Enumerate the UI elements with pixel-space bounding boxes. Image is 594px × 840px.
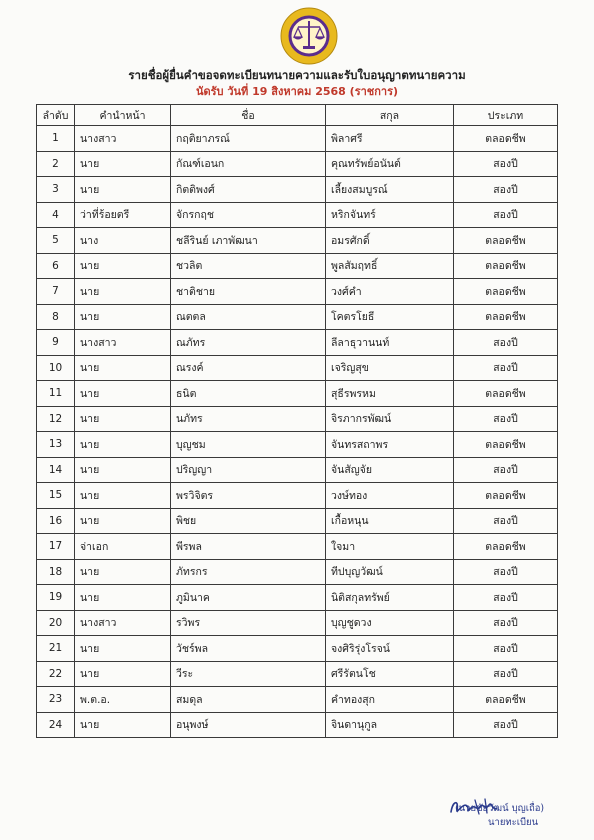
last-name-cell: ศรีรัตนโช	[326, 661, 454, 687]
table-row	[37, 355, 558, 381]
first-name-cell: พิชย	[171, 508, 326, 534]
first-name-cell: ณรงค์	[171, 355, 326, 381]
license-type-cell: สองปี	[454, 610, 558, 636]
last-name-cell: สุธีรพรหม	[326, 381, 454, 407]
last-name-cell: โคตรโยธี	[326, 304, 454, 330]
table-header-row	[37, 105, 558, 126]
row-number-cell: 20	[37, 610, 75, 636]
lawyers-council-logo-icon	[279, 6, 339, 66]
title-prefix-cell: นาย	[75, 381, 171, 407]
title-prefix-cell: พ.ต.อ.	[75, 687, 171, 713]
first-name-cell: ณภัทร	[171, 330, 326, 356]
last-name-cell: พูลสัมฤทธิ์	[326, 253, 454, 279]
first-name-cell: ชวลิต	[171, 253, 326, 279]
title-prefix-cell: นาย	[75, 406, 171, 432]
first-name-cell: ภูมินาค	[171, 585, 326, 611]
column-header-prefix: คำนำหน้า	[75, 105, 171, 126]
license-type-cell: ตลอดชีพ	[454, 483, 558, 509]
table-row	[37, 712, 558, 738]
license-type-cell: ตลอดชีพ	[454, 228, 558, 254]
signatory-position: นายทะเบียน	[488, 817, 539, 828]
table-row	[37, 177, 558, 203]
table-row	[37, 559, 558, 585]
first-name-cell: พรวิจิตร	[171, 483, 326, 509]
row-number-cell: 1	[37, 126, 75, 152]
table-row	[37, 457, 558, 483]
row-number-cell: 22	[37, 661, 75, 687]
license-type-cell: สองปี	[454, 177, 558, 203]
table-row	[37, 406, 558, 432]
last-name-cell: คุณทรัพย์อนันต์	[326, 151, 454, 177]
table-row	[37, 534, 558, 560]
license-type-cell: สองปี	[454, 457, 558, 483]
title-prefix-cell: นาย	[75, 253, 171, 279]
table-row	[37, 636, 558, 662]
first-name-cell: พีรพล	[171, 534, 326, 560]
row-number-cell: 19	[37, 585, 75, 611]
last-name-cell: เกื้อหนุน	[326, 508, 454, 534]
title-prefix-cell: นาย	[75, 636, 171, 662]
last-name-cell: จินดานุกูล	[326, 712, 454, 738]
license-type-cell: ตลอดชีพ	[454, 534, 558, 560]
first-name-cell: จักรกฤช	[171, 202, 326, 228]
license-type-cell: สองปี	[454, 661, 558, 687]
table-row	[37, 687, 558, 713]
title-prefix-cell: นางสาว	[75, 126, 171, 152]
row-number-cell: 3	[37, 177, 75, 203]
first-name-cell: ภัทรกร	[171, 559, 326, 585]
last-name-cell: หริกจันทร์	[326, 202, 454, 228]
table-row	[37, 508, 558, 534]
row-number-cell: 4	[37, 202, 75, 228]
table-row	[37, 330, 558, 356]
row-number-cell: 24	[37, 712, 75, 738]
column-header-last-name: สกุล	[326, 105, 454, 126]
license-type-cell: ตลอดชีพ	[454, 381, 558, 407]
license-type-cell: ตลอดชีพ	[454, 126, 558, 152]
row-number-cell: 13	[37, 432, 75, 458]
license-type-cell: สองปี	[454, 585, 558, 611]
last-name-cell: นิติสกุลทรัพย์	[326, 585, 454, 611]
title-prefix-cell: นาย	[75, 432, 171, 458]
table-row	[37, 661, 558, 687]
last-name-cell: คำทองสุก	[326, 687, 454, 713]
last-name-cell: ลีลาธุวานนท์	[326, 330, 454, 356]
title-prefix-cell: นาย	[75, 355, 171, 381]
license-type-cell: สองปี	[454, 559, 558, 585]
title-prefix-cell: นาย	[75, 304, 171, 330]
license-type-cell: สองปี	[454, 508, 558, 534]
last-name-cell: วงษ์ทอง	[326, 483, 454, 509]
first-name-cell: กัณฑ์เอนก	[171, 151, 326, 177]
column-header-type: ประเภท	[454, 105, 558, 126]
appointment-date: นัดรับ วันที่ 19 สิงหาคม 2568 (ราชการ)	[195, 85, 399, 98]
first-name-cell: ชาติชาย	[171, 279, 326, 305]
row-number-cell: 16	[37, 508, 75, 534]
title-prefix-cell: นางสาว	[75, 610, 171, 636]
row-number-cell: 11	[37, 381, 75, 407]
table-row	[37, 202, 558, 228]
title-prefix-cell: นาย	[75, 508, 171, 534]
row-number-cell: 12	[37, 406, 75, 432]
last-name-cell: พิลาศรี	[326, 126, 454, 152]
title-prefix-cell: จ่าเอก	[75, 534, 171, 560]
title-prefix-cell: นางสาว	[75, 330, 171, 356]
license-type-cell: ตลอดชีพ	[454, 432, 558, 458]
first-name-cell: กิตติพงศ์	[171, 177, 326, 203]
license-type-cell: สองปี	[454, 406, 558, 432]
last-name-cell: วงศ์คำ	[326, 279, 454, 305]
license-type-cell: สองปี	[454, 202, 558, 228]
first-name-cell: ชลีรินย์ เภาพัฒนา	[171, 228, 326, 254]
signatory-name: (นายขัยวัฒน์ บุญเถื่อ)	[455, 803, 545, 814]
first-name-cell: ปริญญา	[171, 457, 326, 483]
title-prefix-cell: นาย	[75, 457, 171, 483]
table-row	[37, 151, 558, 177]
row-number-cell: 10	[37, 355, 75, 381]
last-name-cell: ใจมา	[326, 534, 454, 560]
first-name-cell: วีระ	[171, 661, 326, 687]
last-name-cell: บุญชูดวง	[326, 610, 454, 636]
table-row	[37, 228, 558, 254]
table-row	[37, 585, 558, 611]
first-name-cell: อนุพงษ์	[171, 712, 326, 738]
table-row	[37, 610, 558, 636]
row-number-cell: 7	[37, 279, 75, 305]
document-title: รายชื่อผู้ยื่นคำขอจดทะเบียนทนายความและรับใบอนุญาตทนายความ	[128, 68, 466, 82]
title-prefix-cell: นาย	[75, 279, 171, 305]
title-prefix-cell: นาย	[75, 712, 171, 738]
license-type-cell: สองปี	[454, 636, 558, 662]
license-type-cell: ตลอดชีพ	[454, 279, 558, 305]
first-name-cell: ณตตล	[171, 304, 326, 330]
document-header	[0, 68, 594, 100]
last-name-cell: จันสัญจัย	[326, 457, 454, 483]
first-name-cell: รวิพร	[171, 610, 326, 636]
last-name-cell: จิรภากรพัฒน์	[326, 406, 454, 432]
table-row	[37, 126, 558, 152]
column-header-first-name: ชื่อ	[171, 105, 326, 126]
license-type-cell: สองปี	[454, 151, 558, 177]
last-name-cell: อมรศักดิ์	[326, 228, 454, 254]
title-prefix-cell: นาย	[75, 585, 171, 611]
column-header-no: ลำดับ	[37, 105, 75, 126]
row-number-cell: 15	[37, 483, 75, 509]
first-name-cell: สมดุล	[171, 687, 326, 713]
row-number-cell: 17	[37, 534, 75, 560]
first-name-cell: ธนิต	[171, 381, 326, 407]
table-body	[37, 126, 558, 738]
row-number-cell: 2	[37, 151, 75, 177]
table-row	[37, 304, 558, 330]
first-name-cell: บุญชม	[171, 432, 326, 458]
title-prefix-cell: นาย	[75, 177, 171, 203]
row-number-cell: 9	[37, 330, 75, 356]
title-prefix-cell: นาง	[75, 228, 171, 254]
title-prefix-cell: นาย	[75, 483, 171, 509]
row-number-cell: 18	[37, 559, 75, 585]
last-name-cell: จงศิริรุ่งโรจน์	[326, 636, 454, 662]
title-prefix-cell: นาย	[75, 661, 171, 687]
table-row	[37, 432, 558, 458]
license-type-cell: สองปี	[454, 355, 558, 381]
license-type-cell: สองปี	[454, 330, 558, 356]
row-number-cell: 14	[37, 457, 75, 483]
row-number-cell: 23	[37, 687, 75, 713]
first-name-cell: วัชร์พล	[171, 636, 326, 662]
last-name-cell: จันทรสถาพร	[326, 432, 454, 458]
title-prefix-cell: นาย	[75, 559, 171, 585]
table-row	[37, 381, 558, 407]
title-prefix-cell: นาย	[75, 151, 171, 177]
last-name-cell: ทีปบุญวัฒน์	[326, 559, 454, 585]
license-type-cell: สองปี	[454, 712, 558, 738]
row-number-cell: 6	[37, 253, 75, 279]
license-type-cell: ตลอดชีพ	[454, 304, 558, 330]
license-type-cell: ตลอดชีพ	[454, 253, 558, 279]
row-number-cell: 5	[37, 228, 75, 254]
table-row	[37, 279, 558, 305]
license-type-cell: ตลอดชีพ	[454, 687, 558, 713]
row-number-cell: 21	[37, 636, 75, 662]
registrant-table	[36, 104, 558, 738]
row-number-cell: 8	[37, 304, 75, 330]
title-prefix-cell: ว่าที่ร้อยตรี	[75, 202, 171, 228]
last-name-cell: เลี้ยงสมบูรณ์	[326, 177, 454, 203]
last-name-cell: เจริญสุข	[326, 355, 454, 381]
first-name-cell: นภัทร	[171, 406, 326, 432]
table-row	[37, 253, 558, 279]
first-name-cell: กฤติยาภรณ์	[171, 126, 326, 152]
table-row	[37, 483, 558, 509]
